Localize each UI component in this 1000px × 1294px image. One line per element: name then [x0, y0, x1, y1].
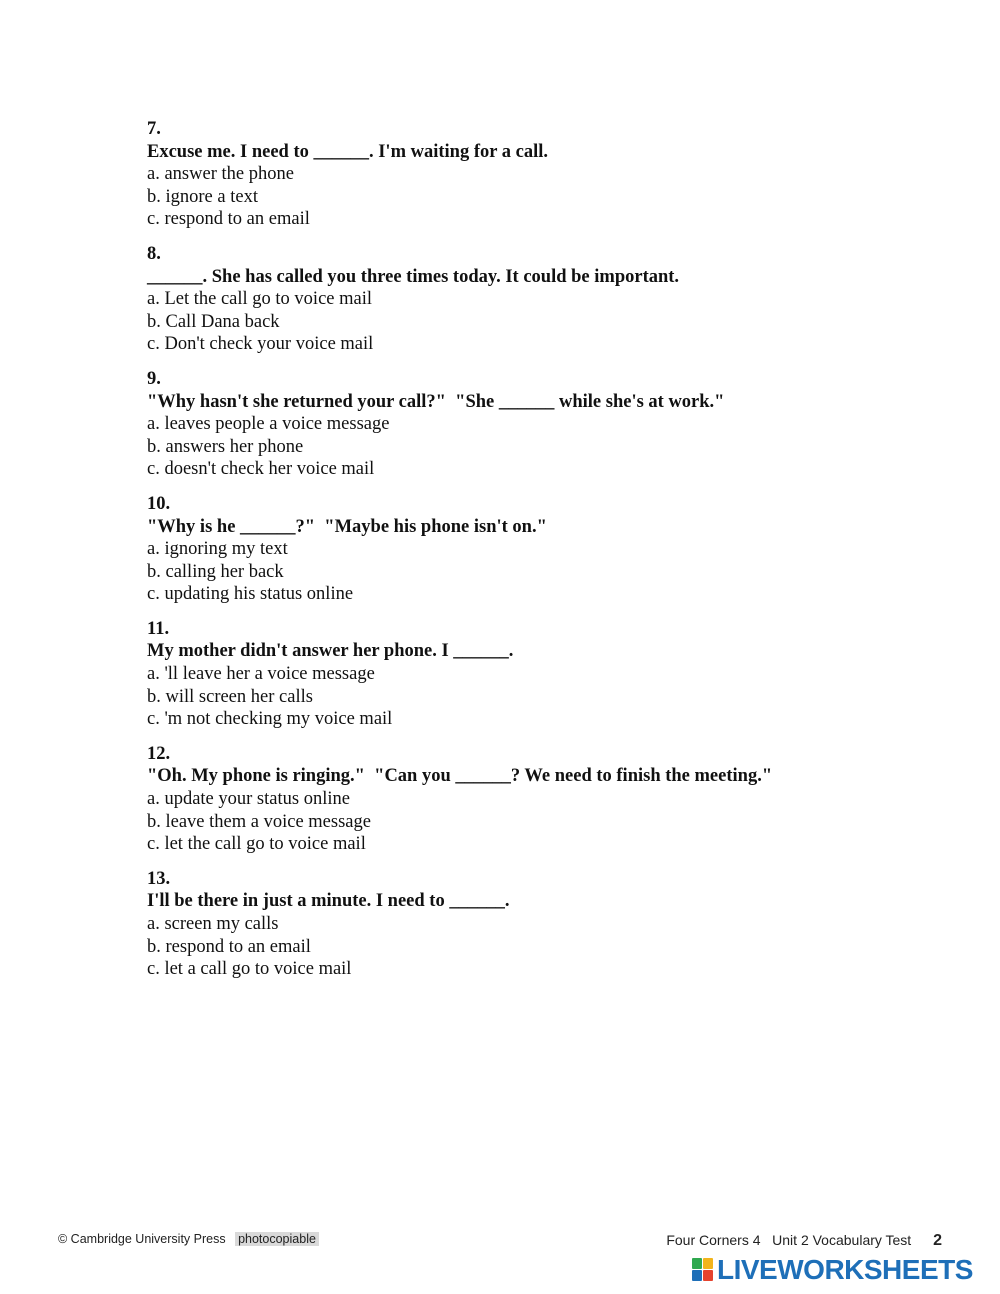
- question-number: 11.: [147, 618, 170, 639]
- question-stem: My mother didn't answer her phone. I ______.: [147, 641, 514, 662]
- question-number: 7.: [147, 119, 161, 139]
- photocopiable-label: photocopiable: [235, 1232, 319, 1246]
- page-number: 2: [933, 1232, 942, 1249]
- question-list: [147, 118, 947, 993]
- answer-option[interactable]: a. ignoring my text: [147, 539, 288, 560]
- answer-option[interactable]: a. answer the phone: [147, 164, 294, 185]
- answer-option[interactable]: b. respond to an email: [147, 936, 311, 957]
- answer-option[interactable]: b. calling her back: [147, 561, 284, 582]
- answer-option[interactable]: b. ignore a text: [147, 186, 258, 207]
- question-stem: Excuse me. I need to ______. I'm waiting for a call.: [147, 141, 548, 162]
- answer-option[interactable]: a. update your status online: [147, 789, 350, 810]
- question-stem: "Why hasn't she returned your call?" "She ______ while she's at work.": [147, 391, 725, 412]
- answer-option[interactable]: a. leaves people a voice message: [147, 414, 390, 435]
- copyright-text: © Cambridge University Press: [58, 1232, 226, 1246]
- question-block: [147, 743, 947, 856]
- question-stem: I'll be there in just a minute. I need to ______.: [147, 891, 510, 912]
- answer-option[interactable]: b. leave them a voice message: [147, 811, 371, 832]
- question-number: 10.: [147, 493, 171, 514]
- question-block: [147, 868, 947, 981]
- answer-option[interactable]: c. respond to an email: [147, 209, 310, 230]
- question-stem: "Why is he ______?" "Maybe his phone isn't on.": [147, 516, 547, 537]
- question-number: 13.: [147, 868, 171, 889]
- answer-option[interactable]: c. Don't check your voice mail: [147, 334, 374, 355]
- footer-test-info: [666, 1232, 942, 1250]
- question-block: [147, 243, 947, 356]
- question-number: 8.: [147, 243, 161, 264]
- answer-option[interactable]: c. let the call go to voice mail: [147, 834, 366, 855]
- liveworksheets-logo-text: LIVEWORKSHEETS: [717, 1254, 973, 1285]
- question-stem: "Oh. My phone is ringing." "Can you ______? We need to finish the meeting.": [147, 766, 773, 787]
- answer-option[interactable]: c. updating his status online: [147, 584, 354, 605]
- question-stem: ______. She has called you three times today. It could be important.: [147, 266, 680, 287]
- answer-option[interactable]: b. will screen her calls: [147, 686, 313, 707]
- answer-option[interactable]: a. 'll leave her a voice message: [147, 664, 375, 685]
- footer-copyright-area: [58, 1232, 319, 1246]
- answer-option[interactable]: b. answers her phone: [147, 436, 304, 457]
- answer-option[interactable]: b. Call Dana back: [147, 311, 280, 332]
- answer-option[interactable]: a. Let the call go to voice mail: [147, 289, 372, 310]
- question-block: [147, 618, 947, 731]
- liveworksheets-logo[interactable]: [692, 1255, 988, 1285]
- question-number: 12.: [147, 743, 171, 764]
- question-number: 9.: [147, 368, 161, 389]
- question-block: [147, 368, 947, 481]
- test-title: Four Corners 4 Unit 2 Vocabulary Test: [666, 1232, 912, 1248]
- answer-option[interactable]: c. 'm not checking my voice mail: [147, 709, 393, 730]
- answer-option[interactable]: c. let a call go to voice mail: [147, 959, 352, 980]
- question-block: [147, 493, 947, 606]
- liveworksheets-logo-icon: [692, 1258, 714, 1282]
- question-block: [147, 118, 947, 231]
- answer-option[interactable]: c. doesn't check her voice mail: [147, 459, 375, 480]
- answer-option[interactable]: a. screen my calls: [147, 914, 279, 934]
